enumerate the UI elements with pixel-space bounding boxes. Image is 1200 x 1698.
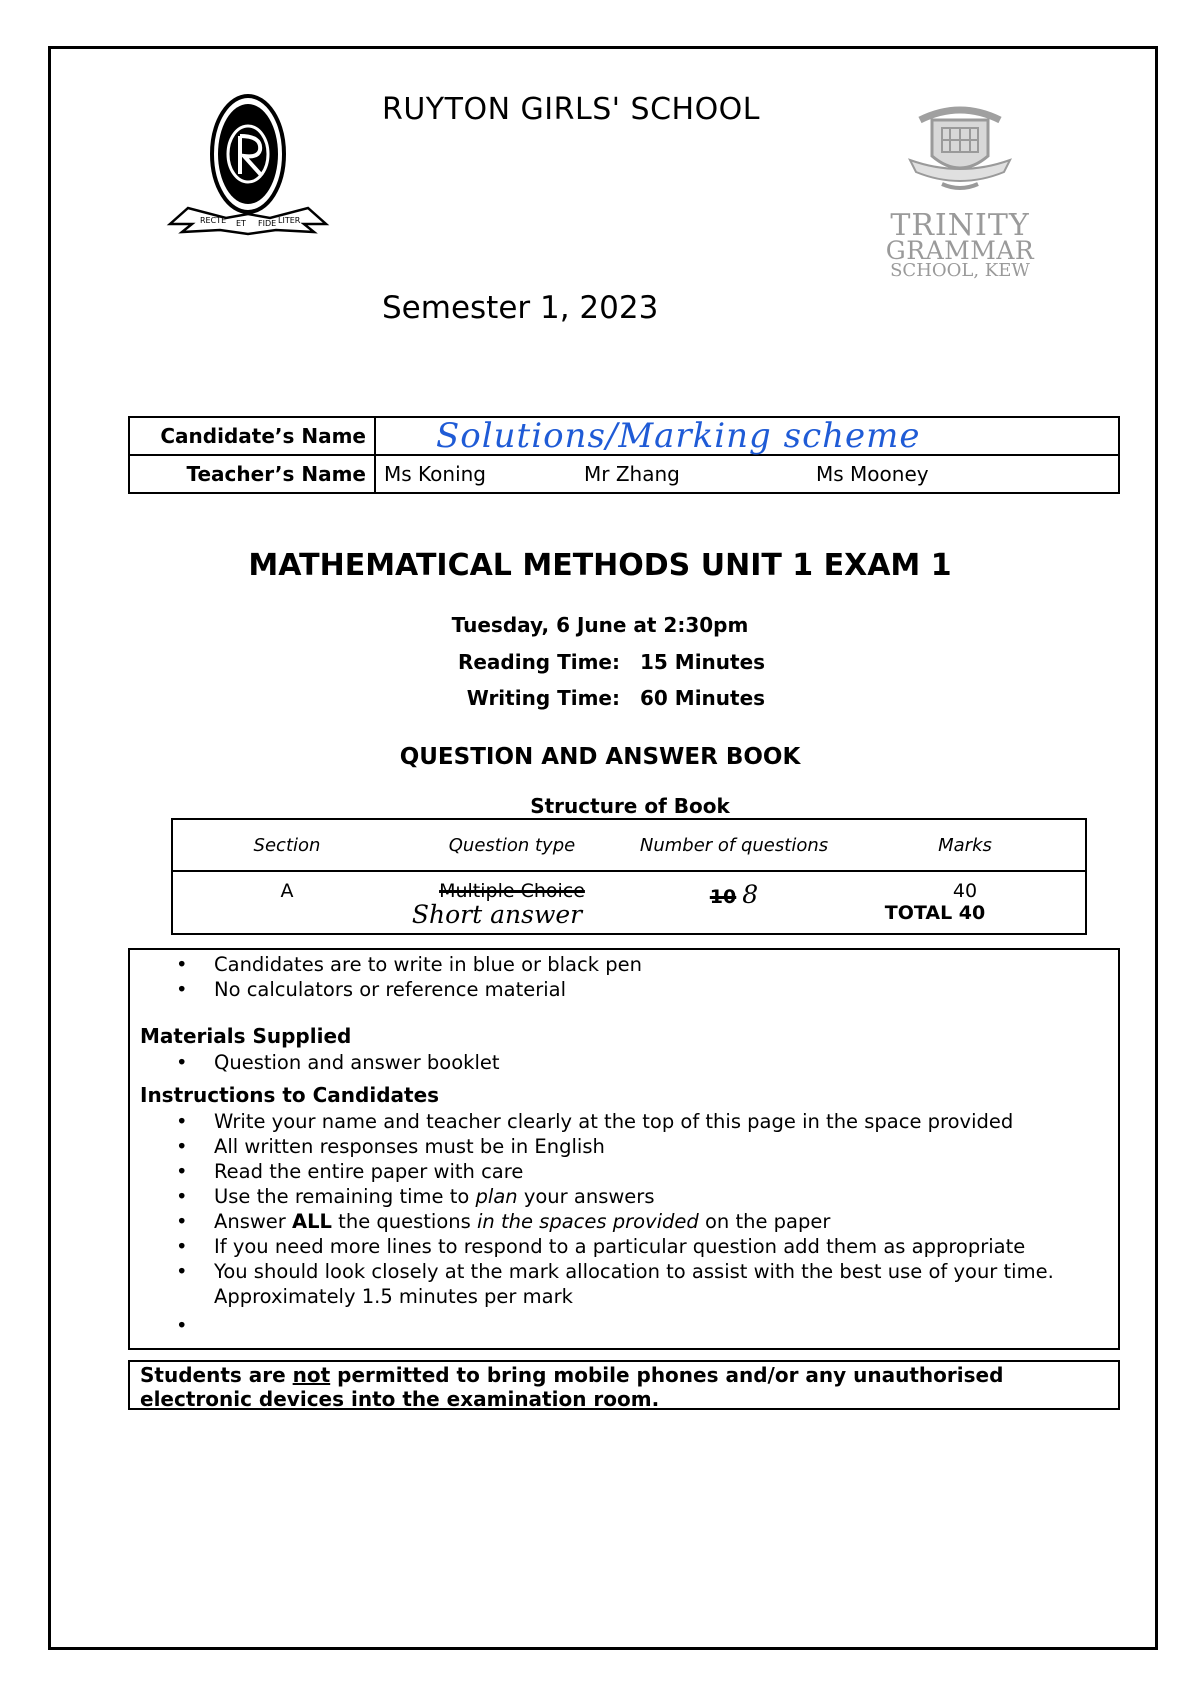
trinity-line-1: TRINITY [890, 208, 1030, 243]
trinity-line-3: SCHOOL, KEW [890, 260, 1030, 281]
header-marks: Marks [845, 819, 1086, 871]
marks-cell [845, 871, 1086, 934]
question-type-handwritten: Short answer [411, 900, 583, 929]
instruction-item: • If you need more lines to respond to a particular question add them as appropriate [130, 1234, 1118, 1259]
instruction-item: • Read the entire paper with care [130, 1159, 1118, 1184]
teacher-name-label: Teacher’s Name [129, 455, 375, 493]
instruction-text: your answers [517, 1185, 655, 1208]
notice-box [128, 1360, 1120, 1410]
ruyton-crest-icon [166, 92, 336, 252]
instruction-strong: ALL [292, 1210, 332, 1233]
writing-time-value: 60 Minutes [640, 686, 766, 710]
exam-title: MATHEMATICAL METHODS UNIT 1 EXAM 1 [248, 548, 952, 583]
num-questions-handwritten: 8 [742, 880, 759, 909]
marks-total: TOTAL 40 [884, 902, 986, 924]
semester-label: Semester 1, 2023 [382, 290, 659, 326]
header-num-questions: Number of questions [623, 819, 845, 871]
candidate-table [128, 416, 1120, 494]
teacher-option: Mr Zhang [584, 462, 680, 486]
candidate-name-field[interactable] [375, 417, 1119, 455]
instruction-emphasis: plan [475, 1185, 518, 1208]
motto-word: ET [236, 219, 246, 228]
rule-item: • Candidates are to write in blue or black pen [130, 952, 1118, 977]
candidate-name-label: Candidate’s Name [129, 417, 375, 455]
question-type-cell [401, 871, 623, 934]
motto-word: FIDE [258, 219, 277, 228]
instruction-text: on the paper [698, 1210, 831, 1233]
instructions-heading: Instructions to Candidates [140, 1083, 440, 1107]
notice-underlined: not [292, 1363, 331, 1387]
rule-item: • No calculators or reference material [130, 977, 1118, 1002]
trinity-crest-icon [880, 100, 1040, 280]
material-item: • Question and answer booklet [130, 1050, 1118, 1075]
school-name: RUYTON GIRLS' SCHOOL [382, 92, 761, 127]
motto-word: RECTE [200, 216, 227, 225]
book-title: QUESTION AND ANSWER BOOK [399, 744, 801, 770]
question-type-struck: Multiple Choice [439, 880, 585, 902]
structure-table [171, 818, 1087, 935]
teacher-option: Ms Koning [384, 462, 486, 486]
notice-text: permitted to bring mobile phones and/or any unauthorised electronic devices into the examination room. [140, 1363, 1004, 1411]
notice-text: Students are [140, 1363, 293, 1387]
instruction-text: Use the remaining time to [214, 1185, 476, 1208]
instruction-text: Answer [214, 1210, 293, 1233]
reading-time-value: 15 Minutes [640, 650, 766, 674]
instruction-item [130, 1184, 1118, 1209]
writing-time-label: Writing Time: [466, 686, 620, 710]
instruction-emphasis: in the spaces provided [477, 1210, 699, 1233]
instruction-item: • Write your name and teacher clearly at the top of this page in the space provided [130, 1109, 1118, 1134]
teacher-name-field[interactable] [375, 455, 1119, 493]
instruction-item: • All written responses must be in English [130, 1134, 1118, 1159]
rules-box [128, 948, 1120, 1350]
teacher-option: Ms Mooney [816, 462, 929, 486]
section-cell: A [280, 880, 294, 902]
exam-date: Tuesday, 6 June at 2:30pm [451, 613, 749, 637]
header-section: Section [172, 819, 401, 871]
trinity-line-2: GRAMMAR [885, 236, 1035, 265]
num-questions-struck: 10 [709, 886, 737, 908]
structure-title: Structure of Book [530, 794, 730, 818]
instruction-item: • You should look closely at the mark allocation to assist with the best use of your time. Approximately 1.5 minutes per mark [130, 1259, 1118, 1309]
candidate-name-handwritten: Solutions/Marking scheme [436, 416, 921, 456]
reading-time-label: Reading Time: [457, 650, 620, 674]
instruction-text: the questions [331, 1210, 477, 1233]
motto-word: LITER [278, 216, 301, 225]
materials-heading: Materials Supplied [140, 1024, 352, 1048]
marks-value: 40 [952, 880, 978, 902]
header-question-type: Question type [401, 819, 623, 871]
instruction-item [130, 1209, 1118, 1234]
